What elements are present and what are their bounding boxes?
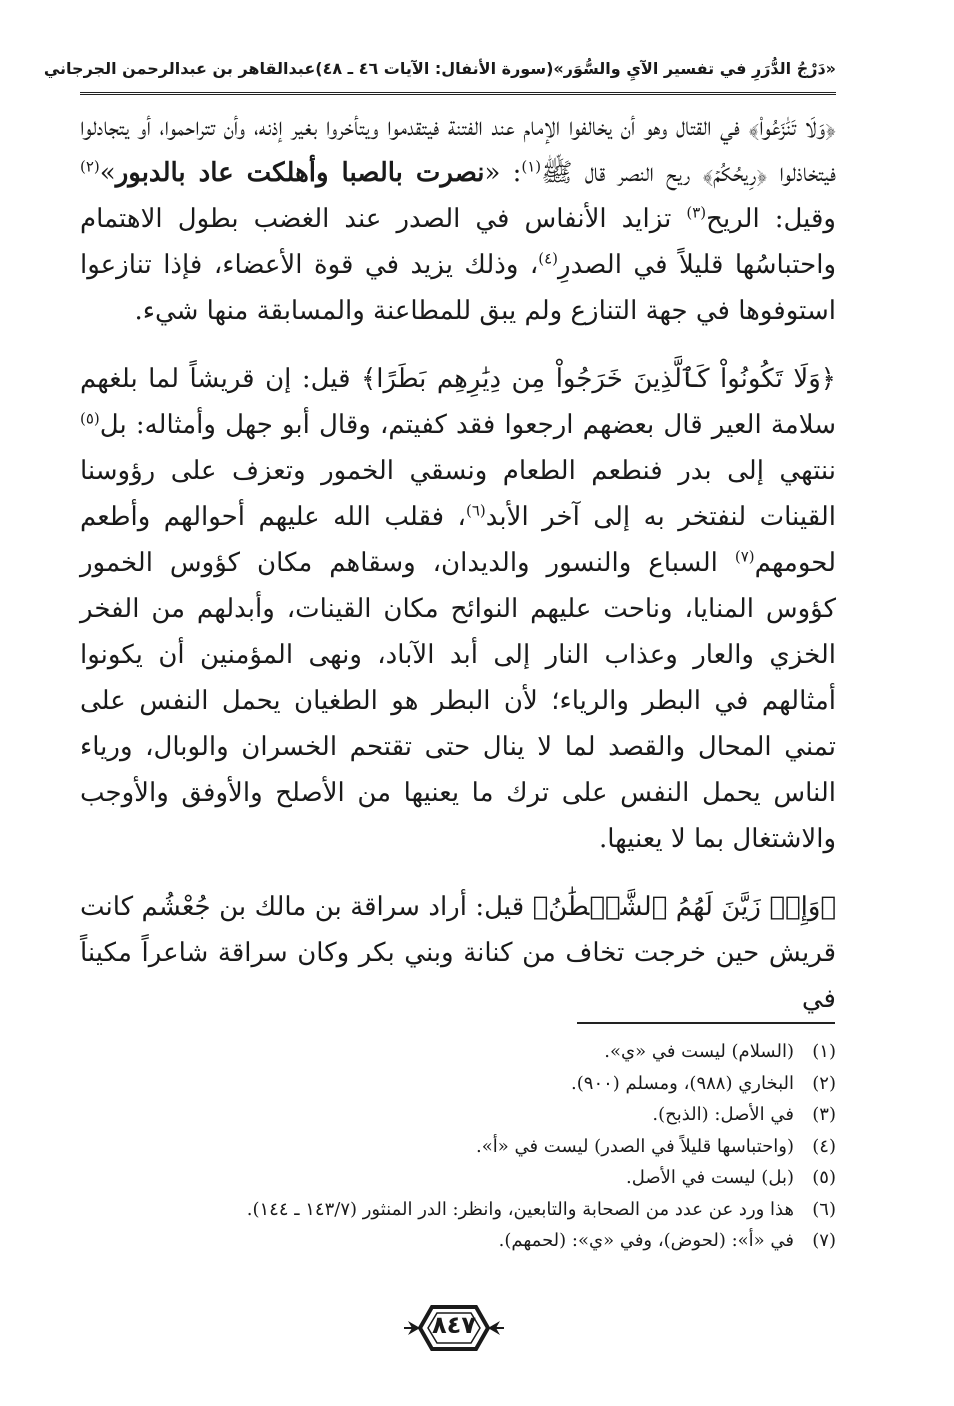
footnote-item [80, 1099, 836, 1131]
paragraph-text: ، فقلب الله عليهم أحوالهم وأطعم لحومهم [80, 502, 836, 578]
footnote-ref: (٢) [80, 157, 100, 176]
paragraph-text: تزايد الأنفاس في الصدر عند الغضب بطول الاهتمام واحتباسُها قليلاً في الصدرِ [80, 204, 836, 280]
page-number-ornament [402, 1301, 506, 1355]
header-surah-verses: (سورة الأنفال: الآيات ٤٦ ـ ٤٨) [315, 58, 554, 78]
footnote-text: (السلام) ليست في «ي». [604, 1041, 794, 1062]
header-rule [80, 92, 836, 95]
header-author: عبدالقاهر بن عبدالرحمن الجرجاني [43, 58, 316, 78]
main-text [80, 104, 836, 1022]
paragraph-text: قيل: أراد سراقة بن مالك بن جُعْشُم كانت قريش حين خرجت تخاف من كنانة وبني بكر وكان سراقة شاعراً مكيناً في [80, 892, 836, 1014]
paragraph [80, 356, 836, 862]
footnote-number: (٣) [812, 1104, 836, 1125]
footnote-number: (٢) [812, 1072, 836, 1094]
paragraph-text: ، وذلك يزيد في قوة الأعضاء، فإذا تنازعوا استوفوها في جهة التنازع ولم يبق للمطاعنة والمسابقة منها شيء. [80, 250, 836, 326]
paragraph-text: » [99, 158, 116, 188]
footnote-separator [577, 1022, 835, 1024]
quran-quote: ﴿وَلَا تَنَٰزَعُواْ﴾ [748, 112, 836, 142]
paragraph-text: في القتال وهو أن يخالفوا الإمام عند الفتنة فيتقدموا ويتأخروا بغير إذنه، وأن تتراحموا، أو يتجادلوا فيتخاذلوا [80, 112, 836, 188]
footnote-number: (١) [812, 1041, 836, 1062]
paragraph [80, 884, 836, 1022]
footnote-number: (٧) [812, 1230, 836, 1251]
footnote-number: (٦) [812, 1198, 836, 1220]
footnote-text: (بل) ليست في الأصل. [625, 1167, 794, 1188]
footnote-item [80, 1225, 836, 1257]
footnote-text: البخاري (٩٨٨)، ومسلم (٩٠٠). [571, 1072, 794, 1094]
footnote-ref: (٧) [734, 547, 755, 566]
footnote-text: في «أ»: (لحوض)، وفي «ي»: (لحمهم). [498, 1230, 794, 1251]
quran-quote: ﴿وَإِذۡ زَيَّنَ لَهُمُ ٱلشَّيۡطَٰنُ﴾ [532, 892, 836, 922]
paragraph-text: السباع والنسور والديدان، وسقاهم مكان كؤوس الخمور كؤوس المنايا، وناحت عليهم النوائح مكان القينات، وأبدلهم من الفخر الخزي والعار وعذاب النار إلى أبد الآباد، ونهى المؤمنين أن يكونوا أمثالهم في البطر والرياء؛ لأن البطر هو الطغيان يحمل النفس على تمني المحال والقصد لما لا ينال حتى تقتحم الخسران والوبال، ورياء الناس يحمل النفس على ترك ما يعنيها من الأصلح والأوفق والأوجب والاشتغال بما لا يعنيها. [80, 548, 836, 854]
footnotes [80, 1036, 836, 1257]
footnote-item [80, 1194, 836, 1226]
running-header [43, 48, 836, 88]
quran-quote: ﴿رِيحُكُمۡ﴾ [702, 158, 768, 188]
page-number: ٨٤٧ [432, 1311, 476, 1339]
footnote-ref: (٦) [465, 501, 486, 520]
hadith-text: نصرت بالصبا وأهلكت عاد بالدبور [115, 158, 485, 188]
footnote-number: (٤) [812, 1135, 836, 1157]
paragraph [80, 104, 836, 334]
paragraph-text: قيل: إن قريشاً لما بلغهم سلامة العير قال بعضهم ارجعوا فقد كفيتم، وقال أبو جهل وأمثاله: بل [80, 364, 836, 440]
header-book-title: «دَرْجُ الدُّرَرِ في تفسير الآيِ والسُّوَر» [553, 58, 836, 78]
footnote-ref: (٥) [80, 409, 100, 428]
paragraph-text: وقيل: الريح [706, 204, 836, 234]
footnote-text: هذا ورد عن عدد من الصحابة والتابعين، وانظر: الدر المنثور (١٤٣/٧ ـ ١٤٤). [246, 1198, 794, 1220]
footnote-ref: (٤) [538, 249, 559, 268]
footnote-item [80, 1131, 836, 1163]
footnote-text: في الأصل: (الذبح). [652, 1104, 794, 1125]
paragraph-text: ريح النصر قال ﷺ [541, 158, 703, 188]
footnote-number: (٥) [812, 1167, 836, 1188]
footnote-text: (واحتباسها قليلاً في الصدر) ليست في «أ». [476, 1135, 794, 1157]
footnote-item [80, 1068, 836, 1100]
quran-quote: ﴿وَلَا تَكُونُواْ كَٱلَّذِينَ خَرَجُواْ مِن دِيَٰرِهِم بَطَرًا﴾ [361, 364, 836, 394]
footnote-item [80, 1162, 836, 1194]
paragraph-text: ننتهي إلى بدر فنطعم الطعام ونسقي الخمور وتعزف على رؤوسنا القينات لنفتخر به إلى آخر الأبد [80, 456, 836, 532]
footnote-item [80, 1036, 836, 1068]
footnote-ref: (١) [521, 157, 542, 176]
footnote-ref: (٣) [686, 203, 707, 222]
paragraph-text: : « [484, 158, 522, 188]
